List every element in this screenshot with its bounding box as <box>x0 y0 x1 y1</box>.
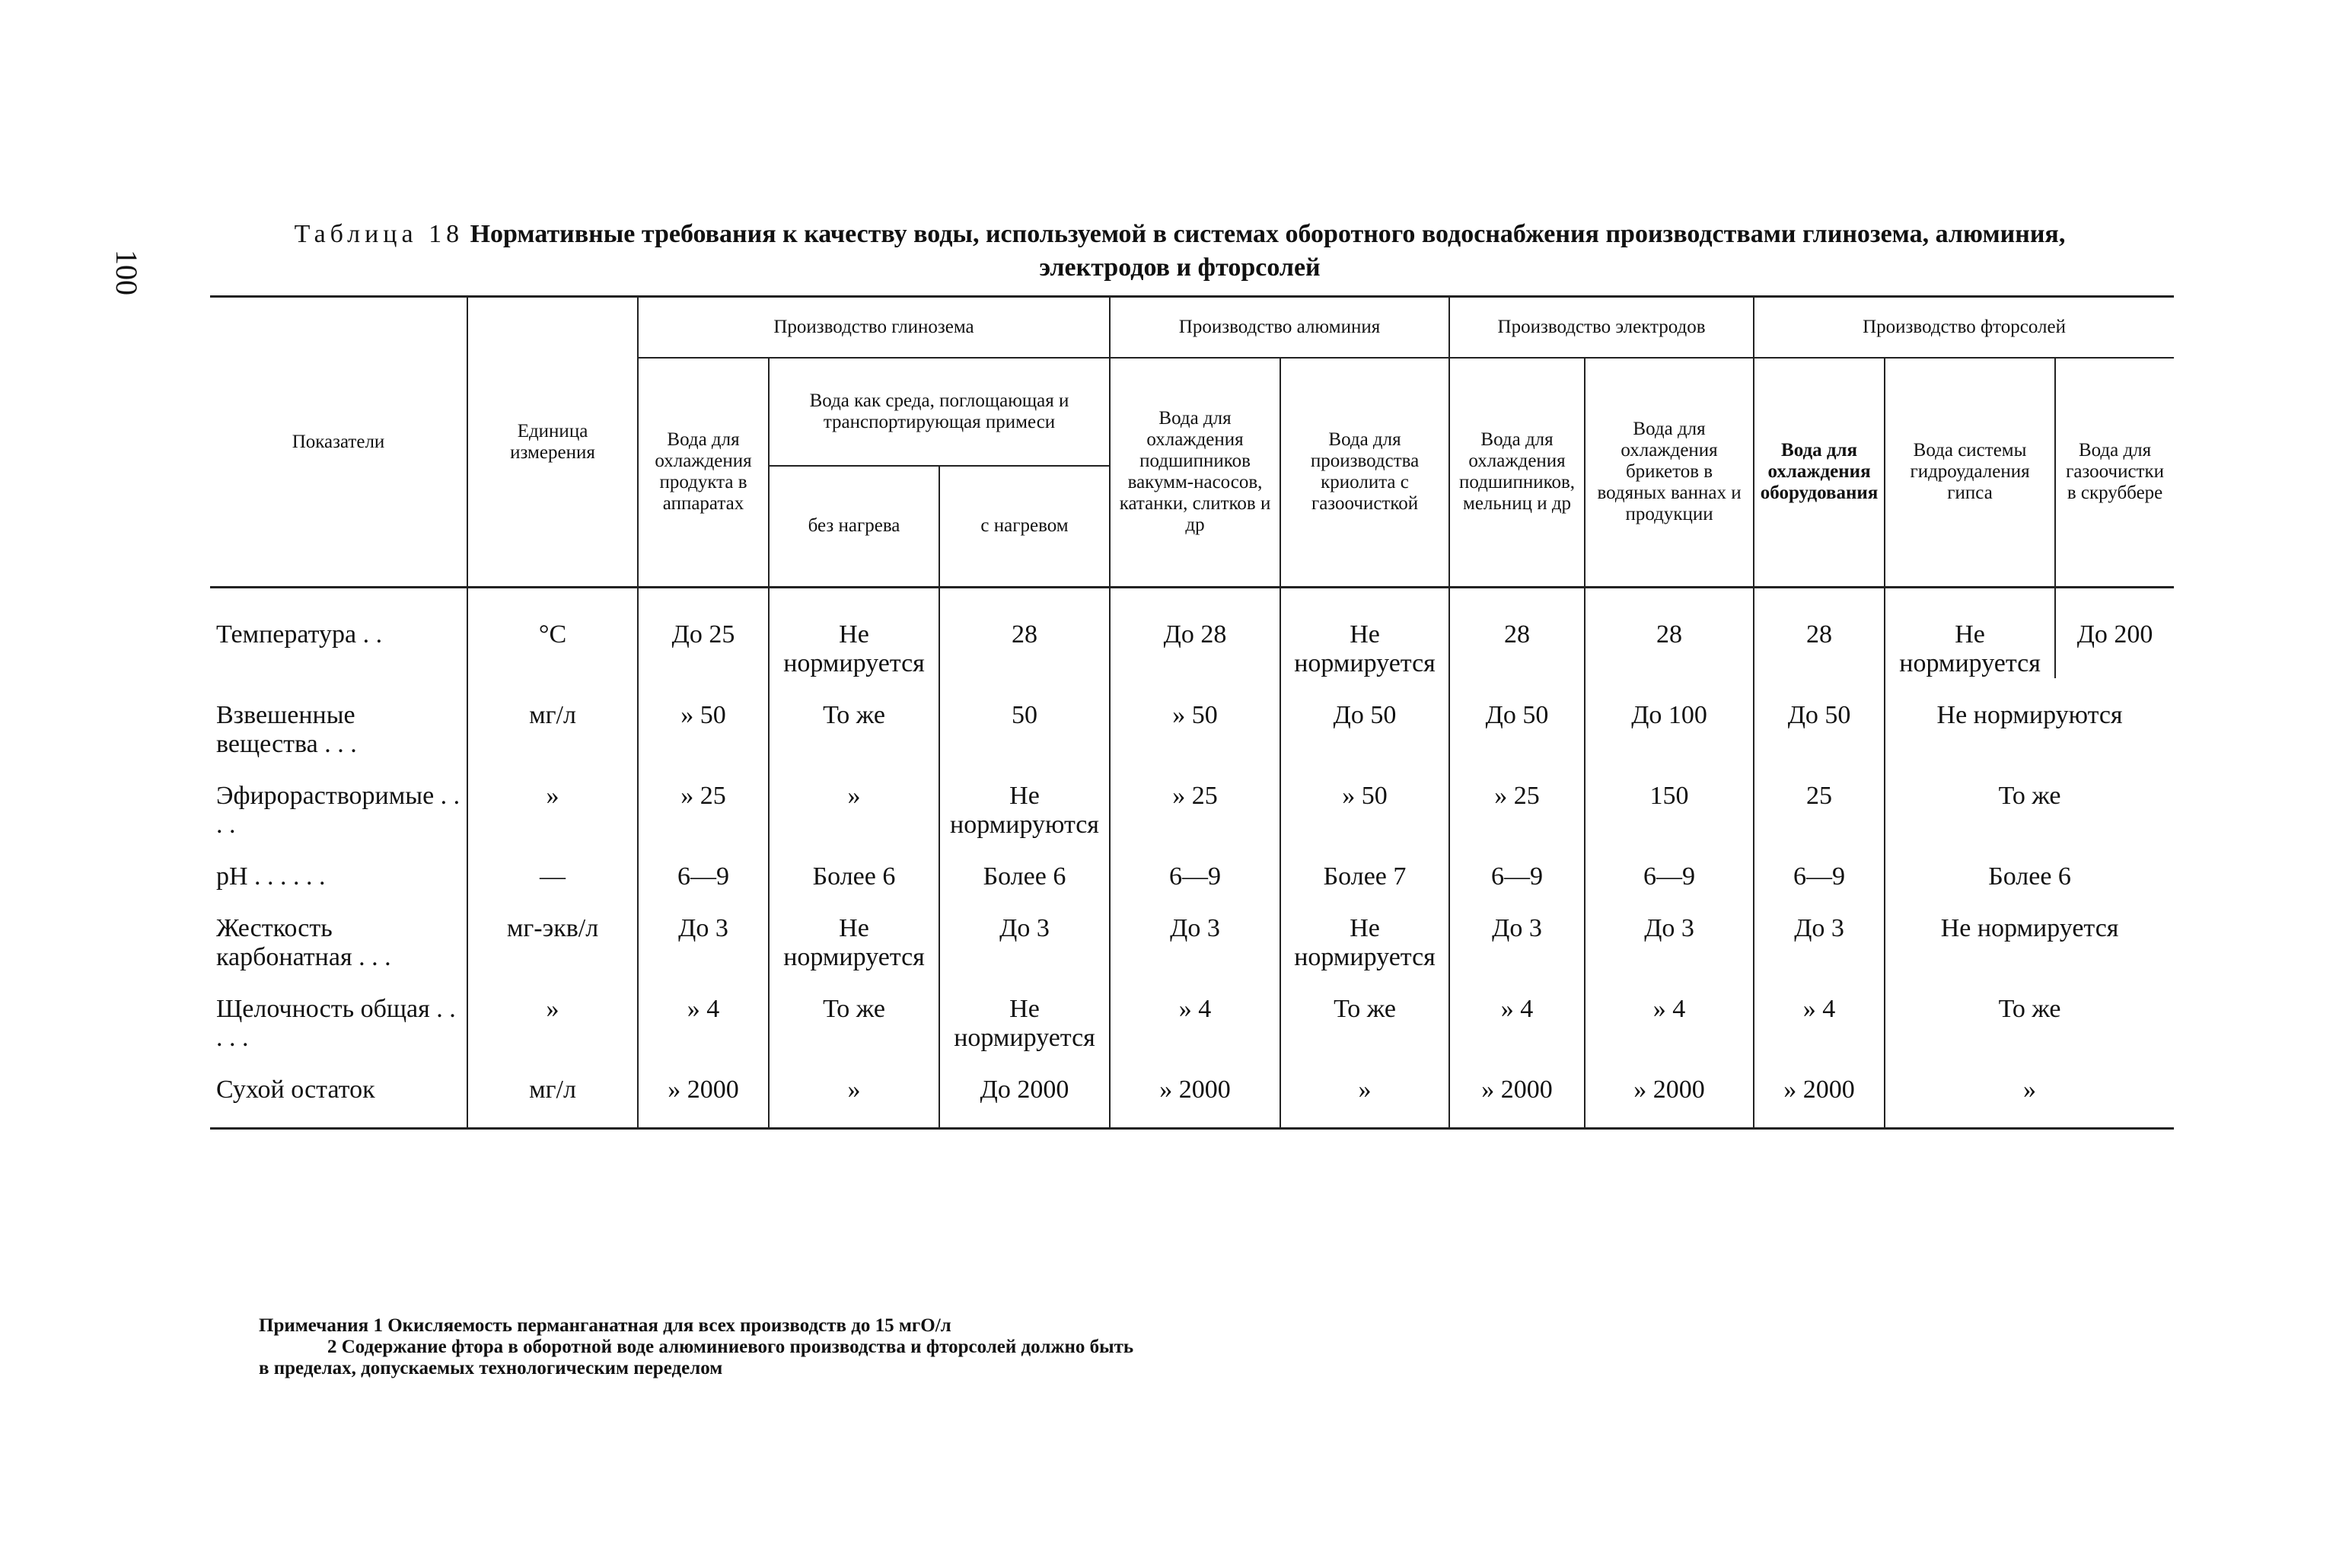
cell: Не нормируется <box>769 891 939 972</box>
cell: Не нормируется <box>769 588 939 679</box>
header-indicator: Показатели <box>210 297 467 588</box>
cell: 28 <box>1585 588 1754 679</box>
cell: 6—9 <box>1449 840 1585 891</box>
cell: 6—9 <box>1585 840 1754 891</box>
row-unit: мг/л <box>467 678 638 759</box>
cell: То же <box>1280 972 1449 1053</box>
note-1 <box>259 1315 1477 1337</box>
table-row <box>210 891 2174 972</box>
table-notes <box>259 1315 1477 1379</box>
note-2-line-1: 2 Содержание фтора в оборотной воде алюминиевого производства и фторсолей должно быть <box>327 1337 1134 1357</box>
cell: 28 <box>1449 588 1585 679</box>
cell: » 2000 <box>1585 1053 1754 1129</box>
cell: До 100 <box>1585 678 1754 759</box>
cell: До 50 <box>1754 678 1885 759</box>
cell-merged: Не нормируются <box>1885 678 2174 759</box>
note-1-text: 1 Окисляемость перманганатная для всех производств до 15 мгО/л <box>373 1315 951 1336</box>
cell: До 3 <box>638 891 769 972</box>
cell: 50 <box>939 678 1110 759</box>
group-alumina: Производство глинозема <box>638 297 1110 358</box>
row-indicator: Жесткость карбонатная . . . <box>210 891 467 972</box>
cell: До 200 <box>2055 588 2174 679</box>
note-2-line-2: в пределах, допускаемых технологическим переделом <box>259 1358 723 1378</box>
cell: 150 <box>1585 759 1754 840</box>
water-quality-table <box>210 295 2174 1130</box>
cell-merged: То же <box>1885 972 2174 1053</box>
table-label: Таблица 18 <box>294 220 464 248</box>
cell: » 2000 <box>638 1053 769 1129</box>
header-electrodes-bearings: Вода для охлаждения подшипников, мельниц и др <box>1449 358 1585 588</box>
cell: » <box>769 759 939 840</box>
table-caption <box>259 218 2101 285</box>
cell: То же <box>769 678 939 759</box>
header-electrodes-briquettes: Вода для охлаждения брикетов в водяных ваннах и продукции <box>1585 358 1754 588</box>
group-fluorides: Производство фторсолей <box>1754 297 2174 358</box>
header-aluminum-bearings: Вода для охлаждения подшипников вакумм-насосов, катанки, слитков и др <box>1110 358 1280 588</box>
header-alumina-no-heat: без нагрева <box>769 466 939 588</box>
row-unit: °С <box>467 588 638 679</box>
row-unit: » <box>467 972 638 1053</box>
group-electrodes: Производство электродов <box>1449 297 1754 358</box>
row-indicator: Щелочность общая . . . . . <box>210 972 467 1053</box>
row-indicator: Температура . . <box>210 588 467 679</box>
cell: » 25 <box>638 759 769 840</box>
row-unit: » <box>467 759 638 840</box>
table-row <box>210 588 2174 679</box>
row-unit: мг/л <box>467 1053 638 1129</box>
cell: » 4 <box>1754 972 1885 1053</box>
header-alumina-cooling: Вода для охлаждения продукта в аппаратах <box>638 358 769 588</box>
cell: 28 <box>939 588 1110 679</box>
cell: То же <box>769 972 939 1053</box>
cell: » 4 <box>1110 972 1280 1053</box>
notes-label: Примечания <box>259 1315 369 1336</box>
cell-merged: Не нормируется <box>1885 891 2174 972</box>
table-row <box>210 759 2174 840</box>
header-alumina-heat: с нагревом <box>939 466 1110 588</box>
cell-merged: Более 6 <box>1885 840 2174 891</box>
group-aluminum: Производство алюминия <box>1110 297 1449 358</box>
cell: Более 6 <box>939 840 1110 891</box>
row-indicator: pH . . . . . . <box>210 840 467 891</box>
cell: 28 <box>1754 588 1885 679</box>
row-indicator: Сухой остаток <box>210 1053 467 1129</box>
cell: Не нормируется <box>1280 891 1449 972</box>
cell: До 3 <box>1585 891 1754 972</box>
table-row <box>210 678 2174 759</box>
cell: » 25 <box>1110 759 1280 840</box>
cell-merged: То же <box>1885 759 2174 840</box>
row-indicator: Эфирорастворимые . . . . <box>210 759 467 840</box>
cell: » 4 <box>1449 972 1585 1053</box>
cell: » 4 <box>638 972 769 1053</box>
cell: » 2000 <box>1754 1053 1885 1129</box>
cell: » 25 <box>1449 759 1585 840</box>
table-row <box>210 972 2174 1053</box>
header-alumina-medium: Вода как среда, поглощающая и транспортирующая примеси <box>769 358 1110 466</box>
cell: 6—9 <box>1110 840 1280 891</box>
cell: Не нормируется <box>1280 588 1449 679</box>
table-title: Нормативные требования к качеству воды, используемой в системах оборотного водоснабжения производствами глинозема, алюминия, электродов и фторсолей <box>470 220 2066 282</box>
table-row <box>210 1053 2174 1129</box>
cell: До 25 <box>638 588 769 679</box>
cell: До 50 <box>1280 678 1449 759</box>
cell: » <box>1280 1053 1449 1129</box>
cell: 6—9 <box>638 840 769 891</box>
cell: » 4 <box>1585 972 1754 1053</box>
cell: » 50 <box>1110 678 1280 759</box>
cell: Не нормируется <box>1885 588 2055 679</box>
cell: Более 7 <box>1280 840 1449 891</box>
cell: » 2000 <box>1110 1053 1280 1129</box>
cell: 6—9 <box>1754 840 1885 891</box>
cell: » 50 <box>1280 759 1449 840</box>
cell: До 3 <box>939 891 1110 972</box>
row-indicator: Взвешенные вещества . . . <box>210 678 467 759</box>
row-unit: мг-экв/л <box>467 891 638 972</box>
cell: До 3 <box>1110 891 1280 972</box>
cell-merged: » <box>1885 1053 2174 1129</box>
header-fluorides-gypsum: Вода системы гидроудаления гипса <box>1885 358 2055 588</box>
cell: 25 <box>1754 759 1885 840</box>
cell: Не нормируются <box>939 759 1110 840</box>
cell: До 2000 <box>939 1053 1110 1129</box>
cell: До 50 <box>1449 678 1585 759</box>
cell: » <box>769 1053 939 1129</box>
cell: Более 6 <box>769 840 939 891</box>
header-fluorides-scrubber: Вода для газоочистки в скруббере <box>2055 358 2174 588</box>
header-unit: Единица измерения <box>467 297 638 588</box>
table-row <box>210 840 2174 891</box>
cell: » 2000 <box>1449 1053 1585 1129</box>
page-number: 100 <box>110 250 144 295</box>
cell: Не нормируется <box>939 972 1110 1053</box>
header-fluorides-equipment: Вода для охлаждения оборудования <box>1754 358 1885 588</box>
cell: До 3 <box>1754 891 1885 972</box>
cell: До 28 <box>1110 588 1280 679</box>
cell: » 50 <box>638 678 769 759</box>
cell: До 3 <box>1449 891 1585 972</box>
header-aluminum-cryolite: Вода для производства криолита с газоочисткой <box>1280 358 1449 588</box>
row-unit: — <box>467 840 638 891</box>
